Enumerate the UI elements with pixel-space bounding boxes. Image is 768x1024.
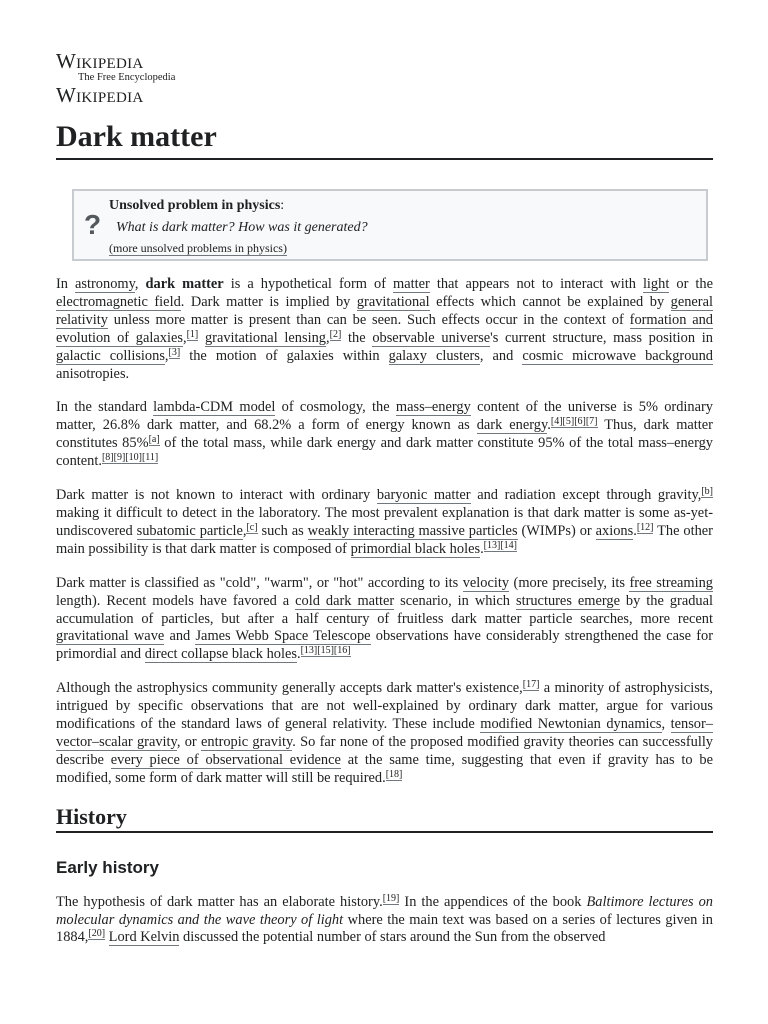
unsolved-problem-box (72, 189, 708, 261)
wiki-link[interactable]: cosmic microwave background (522, 347, 713, 364)
citation-ref[interactable] (484, 540, 517, 552)
history-paragraph: The hypothesis of dark matter has an elaborate history.[19] In the appendices of the book Baltimore lectures on molecular dynamics and the wave theory of light where the main text was based on a series of lectures given in 1884,[20] Lord Kelvin discussed the potential number of stars around the Sun from the observed (56, 892, 713, 946)
wiki-link[interactable]: axions (595, 522, 634, 539)
wiki-link[interactable]: weakly interacting massive particles (307, 522, 518, 539)
citation-ref-text[interactable]: [a] (148, 434, 160, 446)
wiki-link[interactable]: astronomy (75, 276, 135, 292)
subsection-heading-early-history: Early history (56, 857, 159, 877)
wiki-link[interactable]: electromagnetic field (56, 293, 181, 310)
citation-ref-text[interactable]: [b] (701, 486, 713, 498)
page-title: Dark matter (56, 116, 713, 160)
citation-ref-text[interactable]: [3] (168, 346, 181, 358)
wiki-link[interactable]: galactic collisions (56, 347, 165, 364)
lead-paragraph: Although the astrophysics community generally accepts dark matter's existence,[17] a minority of astrophysicists, intrigued by specific observations that are not well-explained by ordinary dark matter, argue for various modifications of the standard laws of general relativity. These include modified Newtonian dynamics, tensor–vector–scalar gravity, or entropic gravity. So far none of the proposed modified gravity theories can successfully describe every piece of observational evidence at the same time, suggesting that even if gravity has to be modified, some form of dark matter will still be required.[18] (56, 679, 714, 786)
lead-paragraph: In astronomy, dark matter is a hypothetical form of matter that appears not to interact with light or the electromagnetic field. Dark matter is implied by gravitational effects which cannot be explained by general relativity unless more matter is present than can be seen. Such effects occur in the context of formation and evolution of galaxies,[1] gravitational lensing,[2] the observable universe's current structure, mass position in galactic collisions,[3] the motion of galaxies within galaxy clusters, and cosmic microwave background anisotropies. (56, 276, 713, 382)
citation-ref-text[interactable]: [17] (522, 679, 540, 691)
citation-ref-text[interactable]: [18] (385, 768, 403, 780)
citation-ref[interactable] (330, 329, 342, 341)
citation-ref-text[interactable]: [20] (88, 928, 106, 940)
wiki-link[interactable]: James Webb Space Telescope (195, 628, 371, 645)
wiki-link[interactable]: gravitational (356, 293, 430, 310)
citation-ref[interactable] (386, 769, 403, 781)
wikipedia-logo[interactable] (56, 50, 256, 106)
wiki-link[interactable]: dark energy (476, 417, 548, 434)
logo-tagline: The Free Encyclopedia (78, 72, 176, 83)
more-unsolved-problems-link-text[interactable]: (more unsolved problems in physics) (109, 241, 287, 255)
wiki-link[interactable]: observable universe (372, 329, 491, 346)
wiki-link[interactable]: primordial black holes (350, 540, 481, 557)
citation-ref-text[interactable]: [12] (636, 521, 654, 533)
wiki-link[interactable]: cold dark matter (295, 592, 395, 609)
wiki-link[interactable]: free streaming (629, 574, 713, 591)
wiki-link[interactable]: light (642, 276, 670, 292)
wiki-link[interactable]: structures emerge (515, 592, 620, 609)
wiki-link[interactable]: galaxy clusters (388, 347, 480, 364)
wiki-link[interactable]: every piece of observational evidence (110, 751, 341, 768)
wiki-link[interactable]: modified Newtonian dynamics (480, 716, 662, 733)
wiki-link[interactable]: gravitational wave (56, 628, 165, 645)
wiki-link[interactable]: Lord Kelvin (108, 929, 180, 946)
lead-paragraph: Dark matter is classified as "cold", "warm", or "hot" according to its velocity (more precisely, its free streaming length). Recent models have favored a cold dark matter scenario, in which structures emerge by the gradual accumulation of particles, but after a half century of fruitless dark matter particle searches, more recent gravitational wave and James Webb Space Telescope observations have considerably strengthened the case for primordial and direct collapse black holes.[13][15][16] (56, 574, 713, 663)
unsolved-heading: Unsolved problem in physics (109, 198, 281, 213)
citation-ref[interactable] (169, 347, 181, 359)
citation-ref-text[interactable]: [c] (246, 521, 258, 533)
italic-title: Baltimore lectures on molecular dynamics and the wave theory of light (56, 893, 713, 928)
citation-ref[interactable] (88, 928, 105, 940)
citation-ref[interactable] (551, 416, 598, 428)
wiki-link[interactable]: entropic gravity (200, 733, 293, 750)
citation-ref[interactable] (637, 522, 654, 534)
wiki-link[interactable]: subatomic particle (136, 522, 243, 539)
citation-ref-text[interactable]: [4][5][6][7] (550, 416, 598, 428)
citation-ref[interactable] (701, 486, 713, 498)
lead-paragraph: In the standard lambda-CDM model of cosmology, the mass–energy content of the universe is 5% ordinary matter, 26.8% dark matter, and 68.2% a form of energy known as dark energy.[4][5][6][7] Thus, dark matter constitutes 85%[a] of the total mass, while dark energy and dark matter constitute 95% of the total mass–energy content.[8][9][10][11] (56, 399, 713, 470)
wiki-link[interactable]: general relativity (56, 293, 713, 328)
citation-ref[interactable] (149, 434, 160, 446)
citation-ref-text[interactable]: [1] (186, 328, 199, 340)
lead-paragraph: Dark matter is not known to interact with ordinary baryonic matter and radiation except through gravity,[b] making it difficult to detect in the laboratory. The most prevalent explanation is that dark matter is some as-yet-undiscovered subatomic particle,[c] such as weakly interacting massive particles (WIMPs) or axions.[12] The other main possibility is that dark matter is composed of primordial black holes.[13][14] (56, 486, 713, 557)
citation-ref[interactable] (246, 522, 257, 534)
wiki-link[interactable]: direct collapse black holes (144, 646, 297, 663)
citation-ref[interactable] (383, 893, 400, 905)
unsolved-heading-colon: : (280, 198, 285, 213)
article-body (56, 276, 713, 963)
citation-ref-text[interactable]: [13][15][16] (300, 645, 351, 657)
citation-ref-text[interactable]: [2] (329, 328, 342, 340)
wiki-link[interactable]: gravitational lensing (204, 329, 326, 346)
wiki-link[interactable]: mass–energy (395, 399, 471, 416)
logo-wordmark-top: Wikipedia (56, 49, 144, 73)
wiki-link[interactable]: velocity (462, 574, 510, 591)
section-heading-history: History (56, 804, 713, 833)
citation-ref-text[interactable]: [19] (382, 892, 400, 904)
unsolved-question: What is dark matter? How was it generated? (116, 220, 368, 235)
wiki-link[interactable]: baryonic matter (376, 487, 471, 504)
citation-ref-text[interactable]: [8][9][10][11] (101, 452, 159, 464)
wiki-link[interactable]: formation and evolution of galaxies (56, 311, 713, 346)
bold-term: dark matter (145, 276, 224, 292)
wiki-link[interactable]: tensor–vector–scalar gravity (56, 716, 713, 750)
citation-ref-text[interactable]: [13][14] (483, 539, 517, 551)
citation-ref[interactable] (301, 645, 351, 657)
wiki-link[interactable]: lambda-CDM model (153, 399, 276, 416)
wiki-link[interactable]: matter (393, 276, 430, 292)
more-unsolved-problems-link[interactable] (109, 241, 287, 256)
citation-ref[interactable] (187, 329, 199, 341)
logo-wordmark-bottom: Wikipedia (56, 83, 144, 107)
unsolved-heading-line (109, 198, 284, 214)
question-mark-icon: ? (84, 209, 102, 240)
citation-ref[interactable] (102, 452, 158, 464)
citation-ref[interactable] (523, 679, 540, 691)
